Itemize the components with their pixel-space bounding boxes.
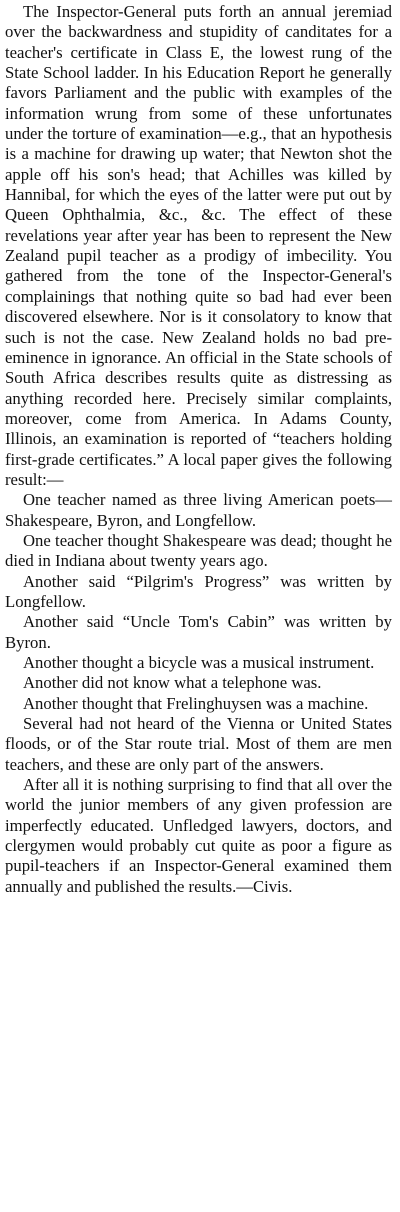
article-intro-paragraph: The Inspector-General puts forth an annual jeremiad over the backwardness and stupidity of canditates for a teacher's certificate in Class E, the lowest rung of the State School ladder. In his Education Report he generally favors Parliament and the public with examples of the information wrung from some of these unfortunates under the torture of examination—e.g., that an hypothesis is a machine for drawing up water; that Newton shot the apple off his son's head; that Achilles was killed by Hannibal, for which the eyes of the latter were put out by Queen Ophthalmia, &c., &c. The effect of these revelations year after year has been to represent the New Zealand pupil teacher as a prodigy of imbecility. You gathered from the tone of the Inspector-General's complainings that nothing quite so bad had ever been discovered elsewhere. Nor is it consolatory to know that such is not the case. New Zealand holds no bad pre-eminence in ignorance. An official in the State schools of South Africa describes results quite as distressing as anything recorded here. Precisely similar complaints, moreover, come from America. In Adams County, Illinois, an examination is reported of “teachers holding first-grade certificates.” A local paper gives the following result:— [5, 2, 392, 489]
list-item: Another thought that Frelinghuysen was a machine. [23, 693, 369, 713]
list-item: Several had not heard of the Vienna or United States floods, or of the Star route trial. Most of them are men teachers, and these are only part of the answers. [5, 714, 392, 774]
article-closing-paragraph: After all it is nothing surprising to find that all over the world the junior members of any given profession are imperfectly educated. Unfledged lawyers, doctors, and clergymen would probably cut quite as poor a figure as pupil-teachers if an Inspector-General examined them annually and published the results.—Civis. [5, 775, 392, 896]
list-item: Another thought a bicycle was a musical instrument. [23, 653, 375, 672]
list-item: Another said “Uncle Tom's Cabin” was written by Byron. [5, 612, 392, 652]
list-item: Another did not know what a telephone was. [23, 673, 322, 693]
list-item: Another said “Pilgrim's Progress” was written by Longfellow. [5, 571, 392, 611]
list-item: One teacher thought Shakespeare was dead; thought he died in Indiana about twenty years ago. [5, 530, 392, 571]
list-item: One teacher named as three living American poets—Shakespeare, Byron, and Longfellow. [5, 490, 392, 530]
